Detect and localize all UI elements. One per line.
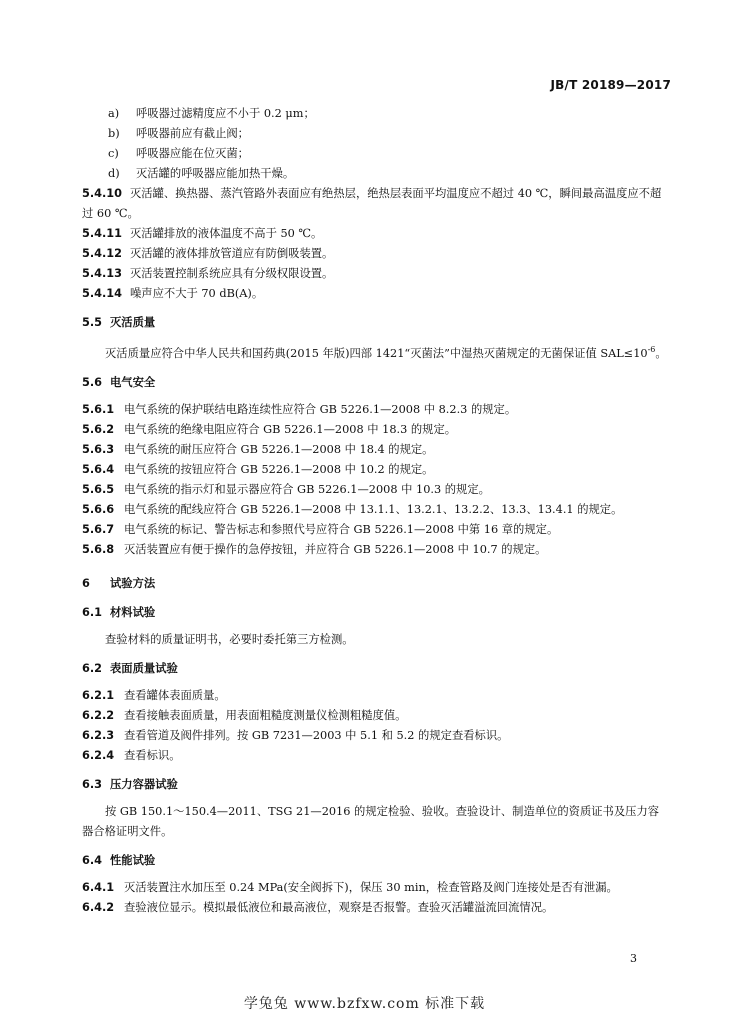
section-heading-5-6: 5.6 电气安全 <box>82 375 156 389</box>
list-item: d) 灭活罐的呼吸器应能加热干燥。 <box>108 167 295 180</box>
clause-5-6-7: 5.6.7 电气系统的标记、警告标志和参照代号应符合 GB 5226.1—2008 中第 16 章的规定。 <box>82 522 559 536</box>
clause-5-6-6: 5.6.6 电气系统的配线应符合 GB 5226.1—2008 中 13.1.1、13.2.1、13.2.2、13.3、13.4.1 的规定。 <box>82 502 623 516</box>
clause-5-4-12: 5.4.12 灭活罐的液体排放管道应有防倒吸装置。 <box>82 247 334 260</box>
clause-5-6-5: 5.6.5 电气系统的指示灯和显示器应符合 GB 5226.1—2008 中 10.3 的规定。 <box>82 482 490 496</box>
clause-5-6-1: 5.6.1 电气系统的保护联结电路连续性应符合 GB 5226.1—2008 中 8.2.3 的规定。 <box>82 402 517 416</box>
clause-5-4-14: 5.4.14 噪声应不大于 70 dB(A)。 <box>82 287 264 300</box>
paragraph-material-test: 查验材料的质量证明书，必要时委托第三方检测。 <box>105 632 354 646</box>
list-item: b) 呼吸器前应有截止阀； <box>108 127 249 140</box>
clause-6-2-2: 6.2.2 查看接触表面质量，用表面粗糙度测量仪检测粗糙度值。 <box>82 708 407 722</box>
clause-6-4-1: 6.4.1 灭活装置注水加压至 0.24 MPa(安全阀拆下)，保压 30 min，检查管路及阀门连接处是否有泄漏。 <box>82 880 618 894</box>
paragraph-sterilization-quality: 灭活质量应符合中华人民共和国药典(2015 年版)四部 1421“灭菌法”中湿热灭菌规定的无菌保证值 $SAL\le 10^{-6}$。 <box>105 345 667 360</box>
clause-6-2-4: 6.2.4 查看标识。 <box>82 748 181 762</box>
section-heading-6-2: 6.2 表面质量试验 <box>82 661 178 675</box>
section-heading-6-1: 6.1 材料试验 <box>82 605 156 619</box>
section-heading-5-5: 5.5 灭活质量 <box>82 316 156 329</box>
section-heading-6-3: 6.3 压力容器试验 <box>82 777 178 791</box>
chapter-heading-6: 6 试验方法 <box>82 576 156 590</box>
clause-5-4-13: 5.4.13 灭活装置控制系统应具有分级权限设置。 <box>82 267 334 280</box>
clause-6-2-3: 6.2.3 查看管道及阀件排列。按 GB 7231—2003 中 5.1 和 5.2 的规定查看标识。 <box>82 728 509 742</box>
clause-6-4-2: 6.4.2 查验液位显示。模拟最低液位和最高液位，观察是否报警。查验灭活罐溢流回流情况。 <box>82 900 554 914</box>
list-item: a) 呼吸器过滤精度应不小于 0.2 μm； <box>108 107 315 120</box>
page-number: 3 <box>630 952 637 965</box>
watermark-footer: 学兔兔 www.bzfxw.com 标准下载 <box>243 996 486 1012</box>
document-body <box>82 104 667 918</box>
clause-5-6-3: 5.6.3 电气系统的耐压应符合 GB 5226.1—2008 中 18.4 的规定。 <box>82 442 434 456</box>
clause-5-6-4: 5.6.4 电气系统的按钮应符合 GB 5226.1—2008 中 10.2 的规定。 <box>82 462 434 476</box>
clause-5-4-10: 5.4.10 灭活罐、换热器、蒸汽管路外表面应有绝热层，绝热层表面平均温度应不超过 40 ℃，瞬间最高温度应不超过 60 ℃。 <box>82 187 662 220</box>
standard-code: JB/T 20189—2017 <box>550 78 671 92</box>
paragraph-pressure-vessel-test: 按 GB 150.1～150.4—2011、TSG 21—2016 的规定检验、验收。查验设计、制造单位的资质证书及压力容器合格证明文件。 <box>82 804 660 838</box>
section-heading-6-4: 6.4 性能试验 <box>82 853 156 867</box>
clause-6-2-1: 6.2.1 查看罐体表面质量。 <box>82 688 226 702</box>
list-item: c) 呼吸器应能在位灭菌； <box>108 147 249 160</box>
clause-5-6-2: 5.6.2 电气系统的绝缘电阻应符合 GB 5226.1—2008 中 18.3 的规定。 <box>82 422 457 436</box>
clause-5-4-11: 5.4.11 灭活罐排放的液体温度不高于 50 ℃。 <box>82 227 323 240</box>
clause-5-6-8: 5.6.8 灭活装置应有便于操作的急停按钮，并应符合 GB 5226.1—2008 中 10.7 的规定。 <box>82 542 547 556</box>
